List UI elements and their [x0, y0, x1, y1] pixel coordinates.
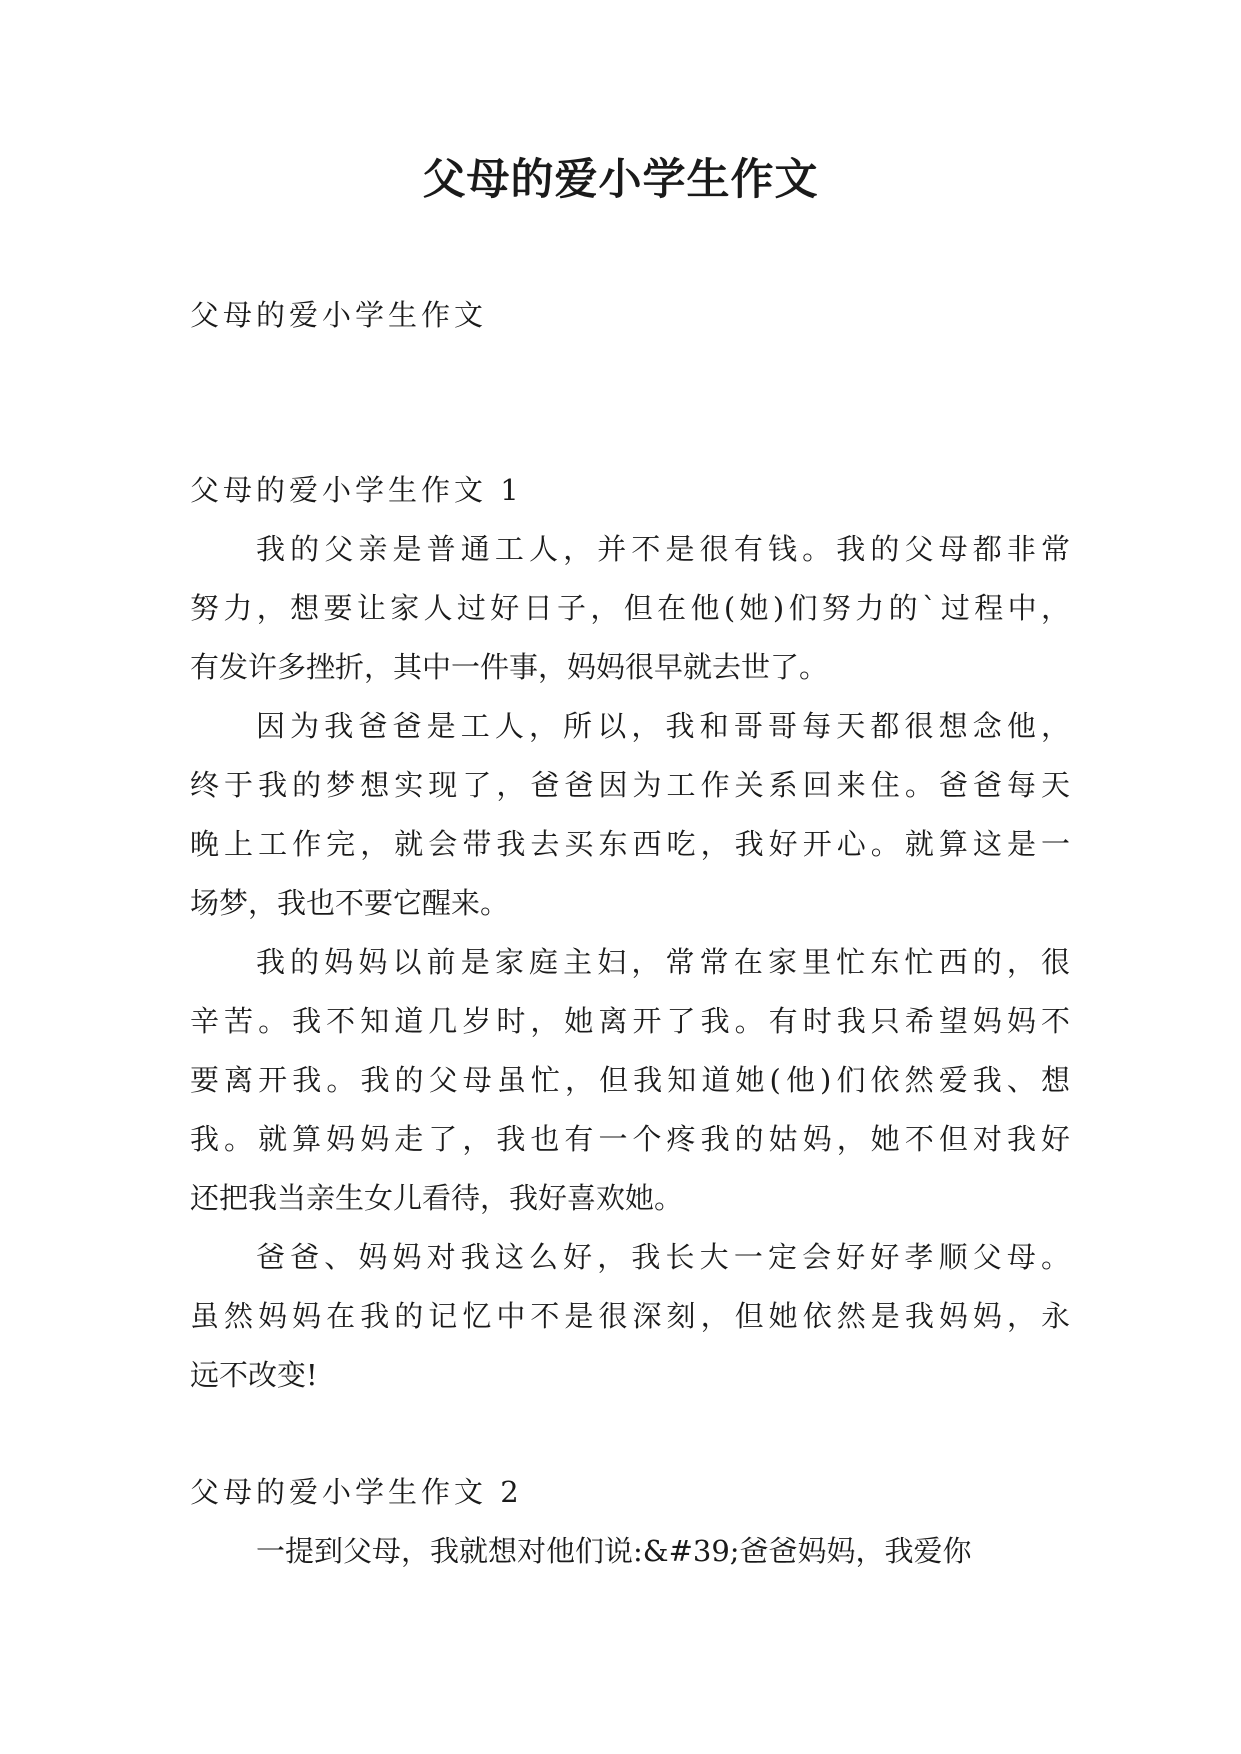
essay-1-para-2-line-1: 因为我爸爸是工人，所以，我和哥哥每天都很想念他，: [256, 709, 1070, 743]
essay-2-para-1-line-1: 一提到父母，我就想对他们说:&#39;爸爸妈妈，我爱你: [256, 1534, 972, 1568]
essay-1-para-3-line-3: 要离开我。我的父母虽忙，但我知道她(他)们依然爱我、想: [190, 1063, 1070, 1097]
essay-1-para-2-line-2: 终于我的梦想实现了，爸爸因为工作关系回来住。爸爸每天: [190, 768, 1070, 802]
section-heading-1: 父母的爱小学生作文 1: [190, 473, 523, 507]
essay-1-para-2-line-3: 晚上工作完，就会带我去买东西吃，我好开心。就算这是一: [190, 827, 1070, 861]
essay-1-para-3-line-5: 还把我当亲生女儿看待，我好喜欢她。: [190, 1181, 684, 1215]
essay-1-para-4-line-2: 虽然妈妈在我的记忆中不是很深刻，但她依然是我妈妈，永: [190, 1299, 1070, 1333]
essay-1-para-3-line-2: 辛苦。我不知道几岁时，她离开了我。有时我只希望妈妈不: [190, 1004, 1070, 1038]
document-subtitle: 父母的爱小学生作文: [190, 298, 488, 332]
essay-1-para-1-line-2: 努力，想要让家人过好日子，但在他(她)们努力的`过程中，: [190, 591, 1070, 625]
essay-1-para-4-line-1: 爸爸、妈妈对我这么好，我长大一定会好好孝顺父母。: [256, 1240, 1070, 1274]
essay-1-para-1-line-1: 我的父亲是普通工人，并不是很有钱。我的父母都非常: [256, 532, 1070, 566]
essay-1-para-1-line-3: 有发许多挫折，其中一件事，妈妈很早就去世了。: [190, 650, 829, 684]
essay-1-para-3-line-4: 我。就算妈妈走了，我也有一个疼我的姑妈，她不但对我好: [190, 1122, 1070, 1156]
document-title: 父母的爱小学生作文: [422, 155, 819, 205]
essay-1-para-2-line-4: 场梦，我也不要它醒来。: [190, 886, 510, 920]
essay-1-para-4-line-3: 远不改变!: [190, 1358, 318, 1392]
essay-1-para-3-line-1: 我的妈妈以前是家庭主妇，常常在家里忙东忙西的，很: [256, 945, 1070, 979]
section-heading-2: 父母的爱小学生作文 2: [190, 1475, 523, 1509]
